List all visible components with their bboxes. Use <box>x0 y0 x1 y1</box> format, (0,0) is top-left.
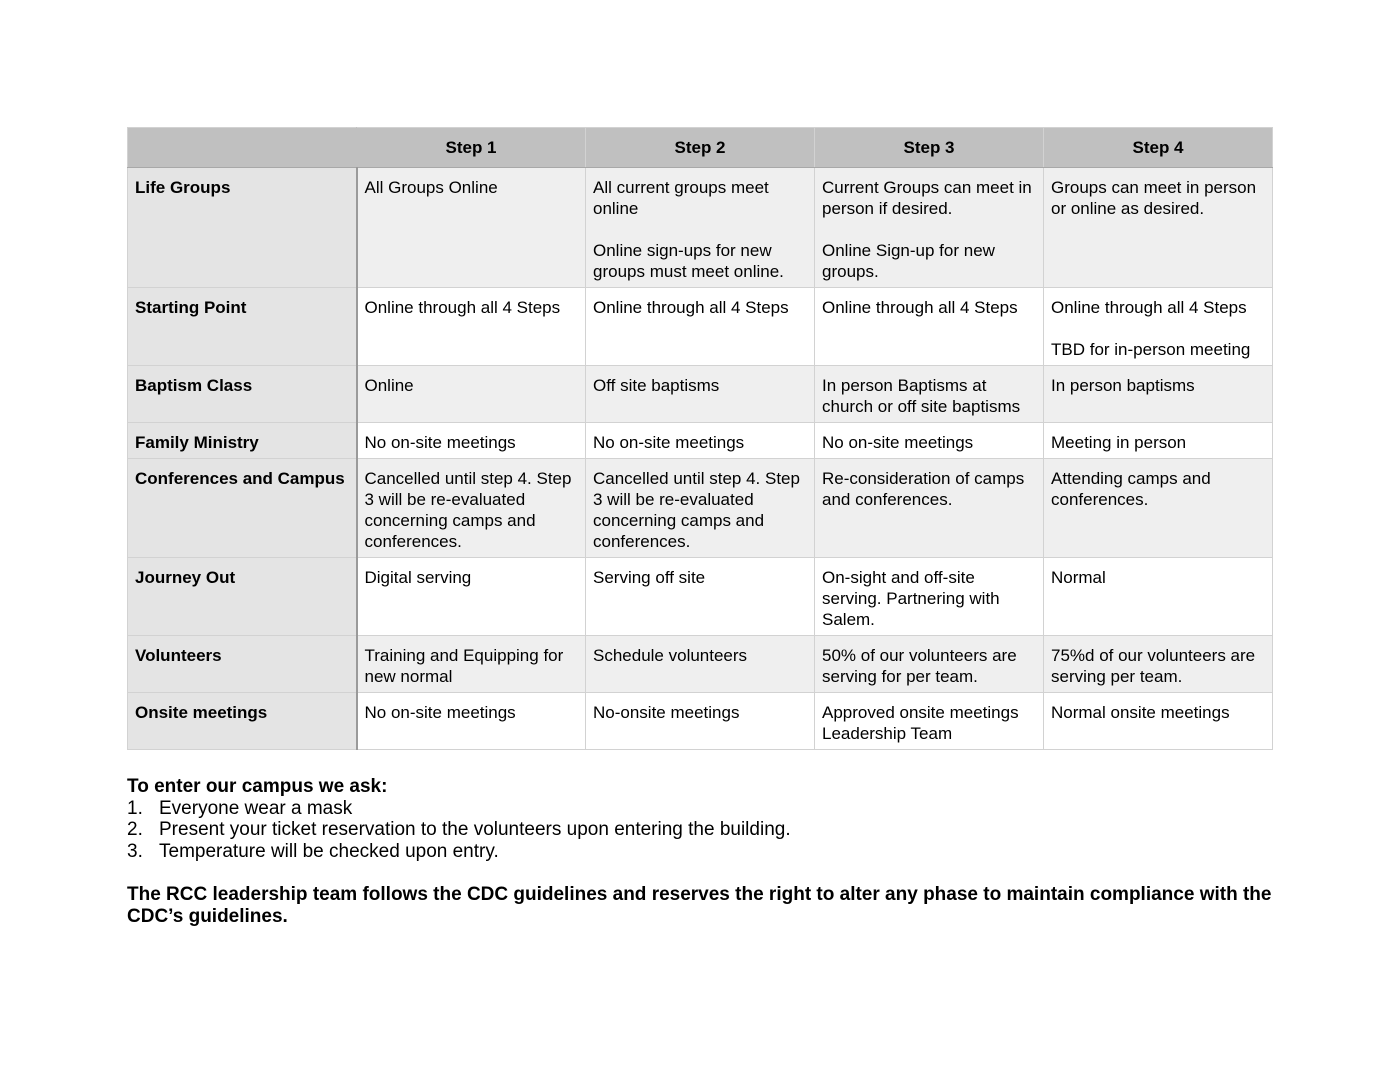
table-cell <box>1044 558 1273 636</box>
list-item <box>127 798 1277 820</box>
table-cell <box>357 558 586 636</box>
cell-text: No on-site meetings <box>822 433 974 452</box>
table-cell <box>357 168 586 288</box>
row-label: Conferences and Campus <box>128 459 357 558</box>
table-cell <box>815 558 1044 636</box>
table-row-family-ministry <box>128 423 1273 459</box>
cell-text: Serving off site <box>593 568 706 587</box>
table-row-baptism-class <box>128 366 1273 423</box>
cell-text: Digital serving <box>364 568 472 587</box>
list-item-text: Everyone wear a mask <box>159 797 353 819</box>
table-cell <box>815 168 1044 288</box>
table-cell <box>815 636 1044 693</box>
table-cell <box>815 693 1044 750</box>
list-number: 1. <box>127 797 143 819</box>
table-cell <box>815 423 1044 459</box>
table-cell <box>1044 366 1273 423</box>
cell-text: All Groups Online <box>364 178 498 197</box>
cell-text: Training and Equipping for new normal <box>364 646 564 686</box>
table-cell <box>1044 693 1273 750</box>
table-row-volunteers <box>128 636 1273 693</box>
header-step-4: Step 4 <box>1044 128 1273 168</box>
table-header <box>128 128 1273 168</box>
header-corner-cell <box>128 128 357 168</box>
table-cell <box>815 366 1044 423</box>
row-label: Volunteers <box>128 636 357 693</box>
table-row-journey-out <box>128 558 1273 636</box>
list-item <box>127 819 1277 841</box>
table-cell <box>1044 423 1273 459</box>
row-label: Journey Out <box>128 558 357 636</box>
row-label: Life Groups <box>128 168 357 288</box>
table-row-life-groups <box>128 168 1273 288</box>
table-cell <box>357 459 586 558</box>
cell-text: Attending camps and conferences. <box>1051 469 1211 509</box>
list-number: 2. <box>127 819 143 840</box>
table-row-starting-point <box>128 288 1273 366</box>
notes-heading: To enter our campus we ask: <box>127 776 388 797</box>
cell-text: TBD for in-person meeting <box>1051 340 1251 359</box>
header-step-2: Step 2 <box>586 128 815 168</box>
cell-text: Online <box>364 376 414 395</box>
cell-text: 75%d of our volunteers are serving per team. <box>1051 646 1256 686</box>
cell-text: Off site baptisms <box>593 376 720 395</box>
cell-text: On-sight and off-site serving. Partnering with Salem. <box>822 568 1000 629</box>
list-item <box>127 841 1277 863</box>
cell-text: Cancelled until step 4. Step 3 will be re-evaluated concerning camps and conferences. <box>593 469 800 551</box>
table-cell <box>586 366 815 423</box>
table-cell <box>1044 288 1273 366</box>
cell-text: Cancelled until step 4. Step 3 will be re-evaluated concerning camps and conferences. <box>364 469 572 551</box>
table-row-onsite-meetings <box>128 693 1273 750</box>
table-cell <box>586 423 815 459</box>
cdc-disclaimer: The RCC leadership team follows the CDC guidelines and reserves the right to alter any phase to maintain compliance with the CDC’s guidelines. <box>127 884 1272 927</box>
cell-text: 50% of our volunteers are serving for per team. <box>822 646 1017 686</box>
cell-text: No on-site meetings <box>364 703 516 722</box>
cell-text: In person baptisms <box>1051 376 1195 395</box>
cell-text: In person Baptisms at church or off site baptisms <box>822 376 1021 416</box>
cell-text: No on-site meetings <box>593 433 745 452</box>
table-cell <box>1044 636 1273 693</box>
list-number: 3. <box>127 840 143 862</box>
table-cell <box>357 288 586 366</box>
list-item-text: Present your ticket reservation to the volunteers upon entering the building. <box>159 819 791 840</box>
cell-text: Current Groups can meet in person if desired. <box>822 178 1032 218</box>
row-label: Starting Point <box>128 288 357 366</box>
cell-text: Re-consideration of camps and conferences. <box>822 469 1025 509</box>
cell-text: Online through all 4 Steps <box>822 298 1018 317</box>
table-cell <box>586 558 815 636</box>
table-cell <box>586 459 815 558</box>
header-row <box>128 128 1273 168</box>
cell-text: Groups can meet in person or online as desired. <box>1051 178 1257 218</box>
cell-text: Meeting in person <box>1051 433 1187 452</box>
table-cell <box>1044 168 1273 288</box>
table-cell <box>586 693 815 750</box>
cell-text: No-onsite meetings <box>593 703 740 722</box>
row-label: Family Ministry <box>128 423 357 459</box>
table-row-conferences-and-campus <box>128 459 1273 558</box>
table-cell <box>586 636 815 693</box>
header-step-1: Step 1 <box>357 128 586 168</box>
row-label: Baptism Class <box>128 366 357 423</box>
entry-requirements-list <box>127 798 1277 863</box>
table-cell <box>815 459 1044 558</box>
cell-text: Normal onsite meetings <box>1051 703 1230 722</box>
table-cell <box>357 693 586 750</box>
cell-text: Online through all 4 Steps <box>593 298 789 317</box>
campus-entry-notes <box>127 776 1277 927</box>
reopening-steps-table <box>127 127 1273 750</box>
cell-text: Online through all 4 Steps <box>364 298 561 317</box>
table-cell <box>357 423 586 459</box>
table-cell <box>357 366 586 423</box>
cell-text: Online through all 4 Steps <box>1051 298 1247 317</box>
cell-text: Online Sign-up for new groups. <box>822 241 995 281</box>
table-cell <box>815 288 1044 366</box>
table-body <box>128 168 1273 750</box>
header-step-3: Step 3 <box>815 128 1044 168</box>
cell-text: All current groups meet online <box>593 178 769 218</box>
cell-text: No on-site meetings <box>364 433 516 452</box>
cell-text: Schedule volunteers <box>593 646 748 665</box>
table-cell <box>1044 459 1273 558</box>
table-cell <box>586 288 815 366</box>
cell-text: Approved onsite meetings Leadership Team <box>822 703 1019 743</box>
row-label: Onsite meetings <box>128 693 357 750</box>
list-item-text: Temperature will be checked upon entry. <box>159 840 499 862</box>
cell-text: Normal <box>1051 568 1106 587</box>
table-cell <box>586 168 815 288</box>
table-cell <box>357 636 586 693</box>
cell-text: Online sign-ups for new groups must meet online. <box>593 241 784 281</box>
